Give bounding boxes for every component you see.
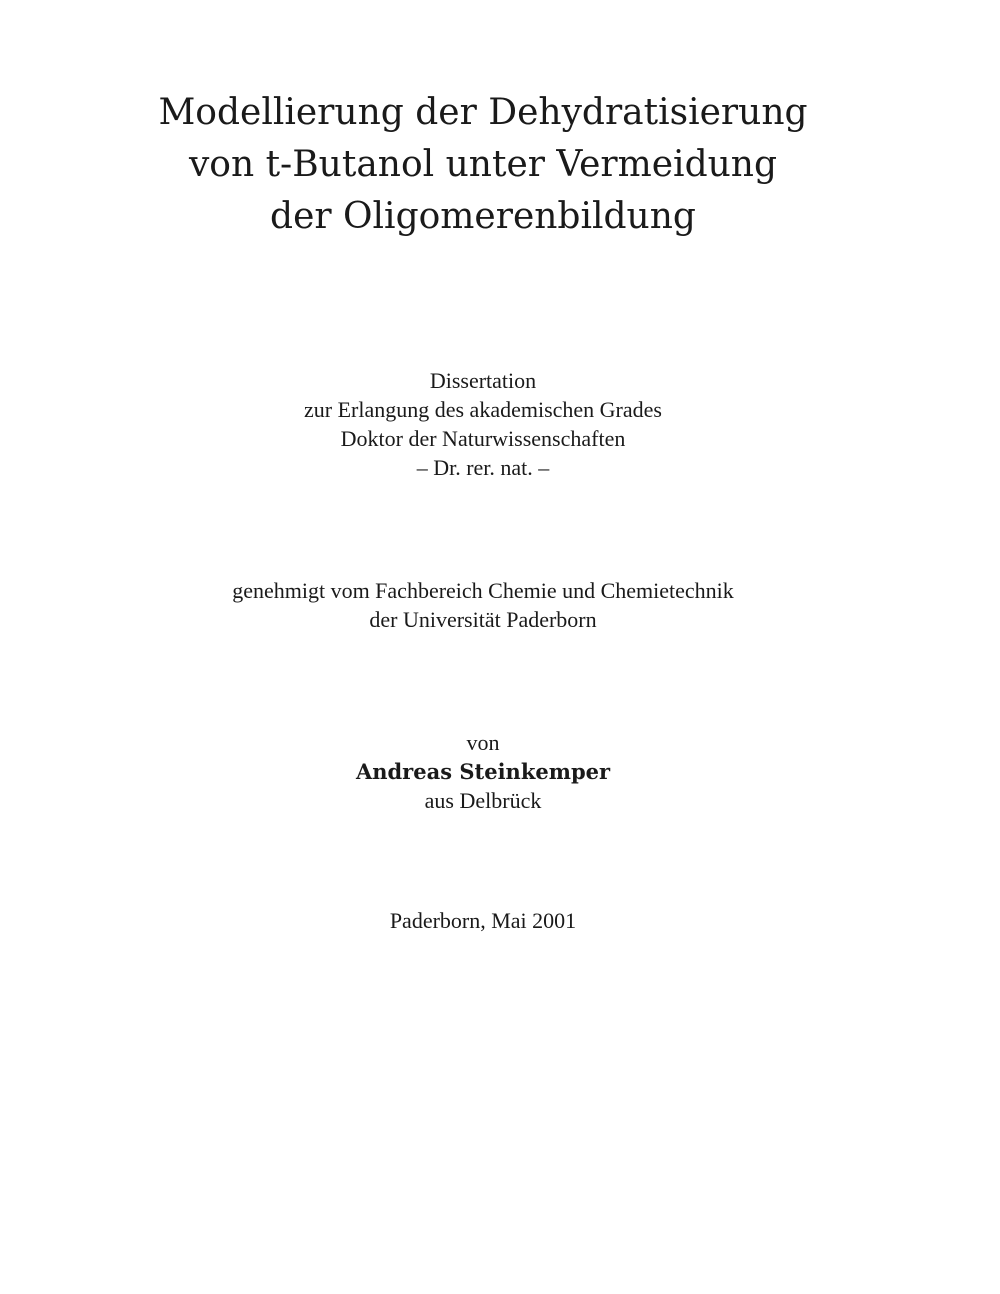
dissertation-label: Dissertation — [429, 368, 537, 393]
approval-university: der Universität Paderborn — [369, 607, 597, 632]
place-date — [0, 906, 966, 935]
place-date-text: Paderborn, Mai 2001 — [389, 908, 577, 933]
author-block — [0, 728, 966, 815]
thesis-title-line-2: von t-Butanol unter Vermeidung — [188, 144, 778, 185]
thesis-title-line-3: der Oligomerenbildung — [270, 196, 696, 237]
author-origin: aus Delbrück — [424, 788, 542, 813]
author-name: Andreas Steinkemper — [355, 759, 611, 784]
approval-department: genehmigt vom Fachbereich Chemie und Chemietechnik — [232, 578, 734, 603]
author-by-label: von — [466, 730, 500, 755]
approval-statement — [0, 576, 966, 634]
degree-abbreviation: – Dr. rer. nat. – — [416, 455, 550, 480]
thesis-title — [0, 87, 966, 243]
degree-name: Doktor der Naturwissenschaften — [340, 426, 626, 451]
dissertation-statement — [0, 366, 966, 482]
degree-purpose: zur Erlangung des akademischen Grades — [304, 397, 662, 422]
thesis-title-line-1: Modellierung der Dehydratisierung — [158, 92, 808, 133]
